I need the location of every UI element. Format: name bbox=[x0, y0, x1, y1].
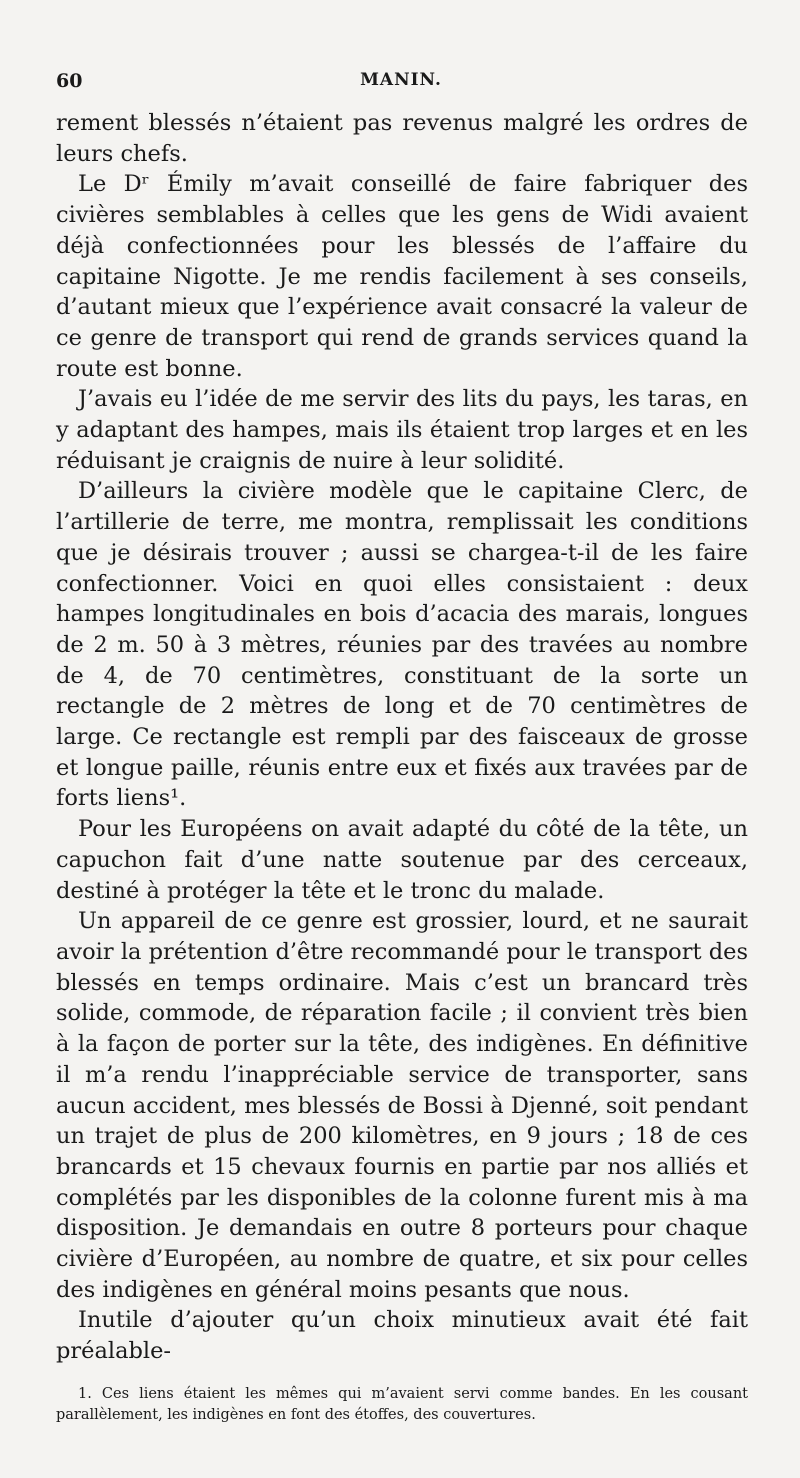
footnote: 1. Ces liens étaient les mêmes qui m’avaient servi comme bandes. En les cousant parallèlement, les indigènes en font des étoffes, des couvertures. bbox=[56, 1386, 748, 1423]
paragraph: rement blessés n’étaient pas revenus malgré les ordres de leurs chefs. bbox=[56, 110, 748, 167]
body-text bbox=[56, 108, 748, 1367]
paragraph: Inutile d’ajouter qu’un choix minutieux avait été fait préalable- bbox=[56, 1307, 748, 1365]
paragraph: D’ailleurs la civière modèle que le capitaine Clerc, de l’artillerie de terre, me montra, remplissait les conditions que je désirais trouver ; aussi se chargea-t-il de les faire confectionner. Voici en quoi elles consistaient : deux hampes longitudinales en bois d’acacia des marais, longues de 2 m. 50 à 3 mètres, réunies par des travées au nombre de 4, de 70 centimètres, constituant de la sorte un rectangle de 2 mètres de long et de 70 centimètres de large. Ce rectangle est rempli par des faisceaux de grosse et longue paille, réunis entre eux et fixés aux travées par de forts liens¹. bbox=[56, 478, 748, 812]
running-title: MANIN. bbox=[360, 70, 442, 90]
paragraph: Pour les Européens on avait adapté du côté de la tête, un capuchon fait d’une natte soutenue par des cerceaux, destiné à protéger la tête et le tronc du malade. bbox=[56, 816, 748, 904]
paragraph: Un appareil de ce genre est grossier, lourd, et ne saurait avoir la prétention d’être recommandé pour le transport des blessés en temps ordinaire. Mais c’est un brancard très solide, commode, de réparation facile ; il convient très bien à la façon de porter sur la tête, des indigènes. En définitive il m’a rendu l’inappréciable service de transporter, sans aucun accident, mes blessés de Bossi à Djenné, soit pendant un trajet de plus de 200 kilomètres, en 9 jours ; 18 de ces brancards et 15 chevaux fournis en partie par nos alliés et complétés par les disponibles de la colonne furent mis à ma disposition. Je demandais en outre 8 porteurs pour chaque civière d’Européen, au nombre de quatre, et six pour celles des indigènes en général moins pesants que nous. bbox=[56, 908, 748, 1303]
paragraph: Le Dʳ Émily m’avait conseillé de faire fabriquer des civières semblables à celles que les gens de Widi avaient déjà confectionnées pour les blessés de l’affaire du capitaine Nigotte. Je me rendis facilement à ses conseils, d’autant mieux que l’expérience avait consacré la valeur de ce genre de transport qui rend de grands services quand la route est bonne. bbox=[56, 171, 748, 382]
page-number: 60 bbox=[56, 70, 83, 92]
running-head bbox=[56, 70, 746, 94]
paragraph: J’avais eu l’idée de me servir des lits du pays, les taras, en y adaptant des hampes, mais ils étaient trop larges et en les réduisant je craignis de nuire à leur solidité. bbox=[56, 386, 748, 474]
